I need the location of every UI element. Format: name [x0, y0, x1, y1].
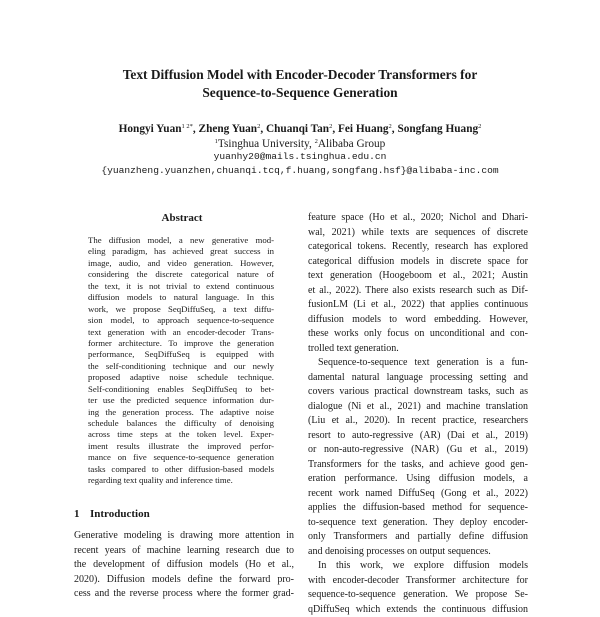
- text-line: Self-conditioning enables SeqDiffuSeq to bet-: [88, 384, 274, 395]
- text-line: The diffusion model, a new generative mod-: [88, 235, 274, 246]
- text-line: performance, SeqDiffuSeq is equipped with: [88, 349, 274, 360]
- text-line: 2020). Diffusion models define the forward pro-: [74, 573, 294, 588]
- text-line: regarding text quality and inference time.: [88, 475, 274, 486]
- author-name: Fei Huang: [338, 123, 389, 135]
- text-line: sion model, to approach sequence-to-sequence: [88, 315, 274, 326]
- author-email: yuanhy20@mails.tsinghua.edu.cn: [60, 149, 540, 164]
- text-line: text generation with an encoder-decoder Trans-: [88, 327, 274, 338]
- text-line: ter use the predicted sequence information dur-: [88, 395, 274, 406]
- text-line: text generation (Hoogeboom et al., 2021; Austin: [308, 269, 528, 284]
- text-line: schedule balances the difficulty of denoising: [88, 418, 274, 429]
- affiliation-mark: 2: [315, 138, 318, 145]
- affiliation-mark: 1: [215, 138, 218, 145]
- text-line: applies the diffusion-based method for sequence-: [308, 501, 528, 516]
- text-line: sequence-to-sequence generation. We propose Se-: [308, 588, 528, 603]
- text-line: Generative modeling is drawing more attention in: [74, 529, 294, 544]
- text-line: recent years of machine learning research due to: [74, 544, 294, 559]
- text-line: fusionLM (Li et al., 2022) that applies continuous: [308, 298, 528, 313]
- author-affiliation-mark: 2: [478, 123, 481, 130]
- abstract-heading: Abstract: [78, 211, 286, 225]
- text-line: trolled text generation.: [308, 342, 528, 357]
- author-name: Zheng Yuan: [199, 123, 258, 135]
- title-line: Text Diffusion Model with Encoder-Decoder Transformers for: [70, 66, 530, 84]
- text-line: work, we propose SeqDiffuSeq, a text diffu-: [88, 304, 274, 315]
- affiliation-text: Alibaba Group: [318, 138, 385, 150]
- text-line: In this work, we explore diffusion models: [308, 559, 528, 574]
- text-line: to-sequence text generation. They deploy encoder-: [308, 516, 528, 531]
- text-line: recent work named DiffuSeq (Gong et al., 2022): [308, 487, 528, 502]
- author-name: Hongyi Yuan: [119, 123, 182, 135]
- text-line: eration performance. Using diffusion models, a: [308, 472, 528, 487]
- text-line: mance on five sequence-to-sequence generation: [88, 452, 274, 463]
- text-line: eling paradigm, has achieved great success in: [88, 246, 274, 257]
- author-name: Songfang Huang: [397, 123, 478, 135]
- text-line: across time steps at the token level. Exper-: [88, 429, 274, 440]
- author-affiliation-mark: 2: [257, 123, 260, 130]
- section-heading: [74, 507, 294, 521]
- text-line: with encoder-decoder Transformer architecture for: [308, 574, 528, 589]
- author-list: Hongyi Yuan$^{1 2*}$, Zheng Yuan$^2$, Chuanqi Tan$^2$, Fei Huang$^2$, Songfang Huang$^2$: [60, 119, 540, 137]
- section-number: 1: [74, 507, 90, 521]
- introduction-body: [74, 529, 294, 602]
- text-line: Transformers for the tasks, and achieve good gen-: [308, 458, 528, 473]
- text-line: only Transformers and partially define diffusion: [308, 530, 528, 545]
- author-email: {yuanzheng.yuanzhen,chuanqi.tcq,f.huang,songfang.hsf}@alibaba-inc.com: [40, 163, 560, 178]
- affiliation-text: Tsinghua University,: [218, 138, 315, 150]
- text-line: image, audio, and video generation. However,: [88, 258, 274, 269]
- text-line: resort to auto-regressive (AR) (Dai et al., 2019): [308, 429, 528, 444]
- text-line: damental natural language processing setting and: [308, 371, 528, 386]
- author-affiliation-mark: 2: [329, 123, 332, 130]
- text-line: diffusion models to word embedding. However,: [308, 313, 528, 328]
- text-line: the self-conditioning technique and our newly: [88, 361, 274, 372]
- text-line: ing the generation process. The adaptive noise: [88, 407, 274, 418]
- text-line: wal, 2021) while texts are sequences of discrete: [308, 226, 528, 241]
- text-line: former architecture. To improve the generation: [88, 338, 274, 349]
- text-line: tasks compared to other diffusion-based models: [88, 464, 274, 475]
- text-line: feature space (Ho et al., 2020; Nichol and Dhari-: [308, 211, 528, 226]
- text-line: iment results illustrate the improved perfor-: [88, 441, 274, 452]
- text-line: and denoising processes on output sequences.: [308, 545, 528, 560]
- text-line: diffusion models to natural language. In this: [88, 292, 274, 303]
- text-line: cess and the reverse process where the former grad-: [74, 587, 294, 602]
- author-affiliation-mark: 1 2*: [182, 123, 193, 130]
- section-title: Introduction: [90, 508, 150, 520]
- text-line: considering the discrete categorical nature of: [88, 269, 274, 280]
- author-name: Chuanqi Tan: [266, 123, 329, 135]
- abstract-body: [88, 235, 274, 487]
- text-line: categorical diffusion models in discrete space for: [308, 255, 528, 270]
- text-line: covers various practical downstream tasks, such as: [308, 385, 528, 400]
- text-line: et al., 2022). There also exists research such as Dif-: [308, 284, 528, 299]
- author-affiliation-mark: 2: [389, 123, 392, 130]
- paper-title: [70, 66, 530, 102]
- text-line: or non-auto-regressive (NAR) (Gu et al., 2019): [308, 443, 528, 458]
- text-line: categorical tokens. Recently, research has explored: [308, 240, 528, 255]
- text-line: dialogue (Ni et al., 2021) and machine translation: [308, 400, 528, 415]
- text-line: qDiffuSeq which extends the continuous diffusion: [308, 603, 528, 617]
- title-line: Sequence-to-Sequence Generation: [70, 84, 530, 102]
- text-line: these works only focus on unconditional and con-: [308, 327, 528, 342]
- text-line: (Liu et al., 2020). In recent practice, researchers: [308, 414, 528, 429]
- text-line: Sequence-to-sequence text generation is a fun-: [308, 356, 528, 371]
- text-line: the development of diffusion models (Ho et al.,: [74, 558, 294, 573]
- text-line: the text, it is not trivial to extend continuous: [88, 281, 274, 292]
- right-column-body: [308, 211, 528, 617]
- text-line: proposed adaptive noise schedule technique.: [88, 372, 274, 383]
